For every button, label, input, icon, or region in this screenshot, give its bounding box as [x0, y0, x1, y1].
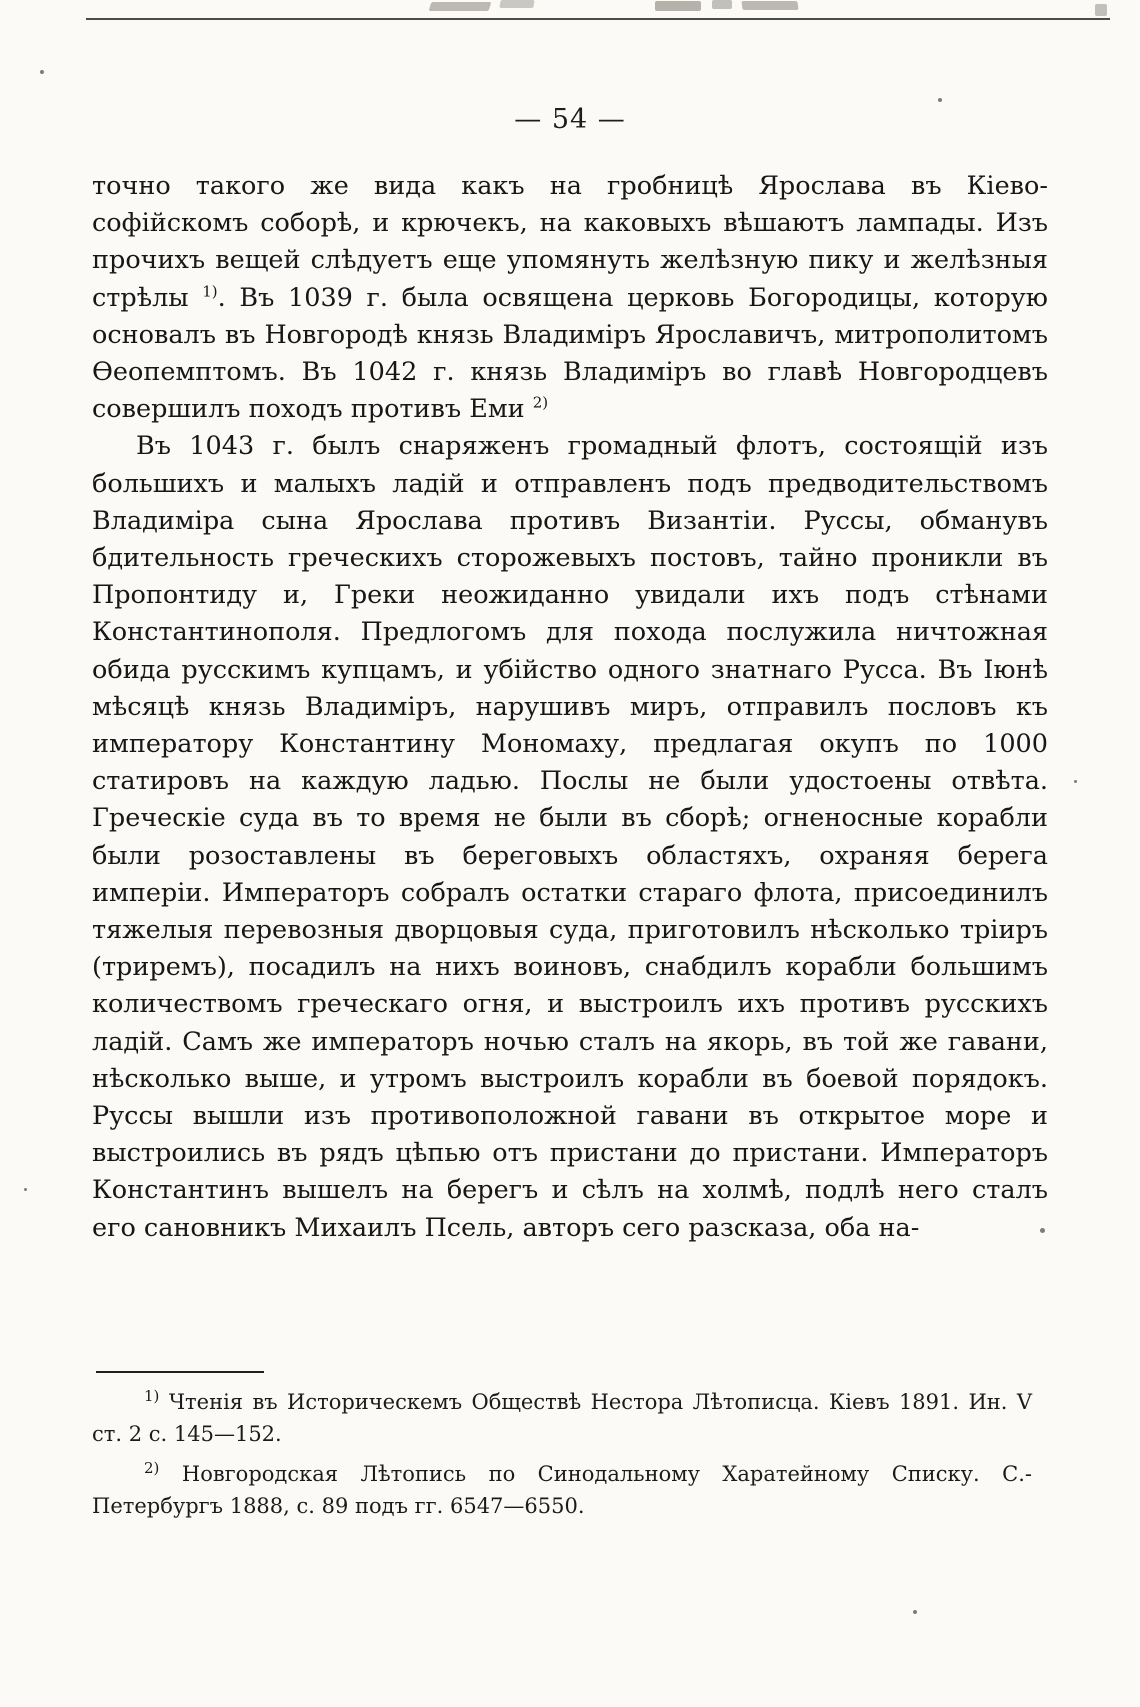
footnote-separator: [96, 1371, 264, 1373]
scan-artifacts-top: [0, 0, 1140, 26]
body-text: [92, 168, 1048, 1247]
footnote-1-marker: 1): [144, 1387, 160, 1405]
scan-speck: [913, 1610, 917, 1614]
paragraph-1: [92, 168, 1048, 428]
page-top-rule: [86, 18, 1110, 20]
footnote-2: [92, 1458, 1032, 1522]
footnotes-section: [92, 1386, 1032, 1530]
footnote-2-marker: 2): [144, 1459, 160, 1477]
scan-speck: [24, 1188, 27, 1191]
footnote-1-text: Чтенія въ Историческемъ Обществѣ Нестора Лѣтописца. Кіевъ 1891. Ин. V ст. 2 с. 145—152.: [92, 1390, 1033, 1446]
footnote-ref-2[interactable]: 2): [532, 393, 549, 412]
paragraph-1-text-before: точно такого же вида какъ на гробницѣ Ярослава въ Кіево-софійскомъ соборѣ, и крючекъ, на каковыхъ вѣшаютъ лампады. Изъ прочихъ вещей слѣдуетъ еще упомянуть желѣзную пику и желѣзныя стрѣлы: [92, 171, 1048, 313]
paragraph-1-text-after: . Въ 1039 г. была освящена церковь Богородицы, которую основалъ въ Новгородѣ князь Владиміръ Ярославичъ, митрополитомъ Ѳеопемптомъ. Въ 1042 г. князь Владиміръ во главѣ Новгородцевъ совершилъ походъ противъ Еми: [92, 282, 1048, 425]
scan-speck: [40, 70, 44, 74]
footnote-2-text: Новгородская Лѣтопись по Синодальному Харатейному Списку. С.-Петербургъ 1888, с. 89 подъ гг. 6547—6550.: [92, 1462, 1032, 1518]
footnote-1: [92, 1386, 1032, 1450]
paragraph-2: Въ 1043 г. былъ снаряженъ громадный флотъ, состоящій изъ большихъ и малыхъ ладій и отправленъ подъ предводительствомъ Владиміра сына Ярослава противъ Византіи. Руссы, обманувъ бдительность греческихъ сторожевыхъ постовъ, тайно проникли въ Пропонтиду и, Греки неожиданно увидали ихъ подъ стѣнами Константинополя. Предлогомъ для похода послужила ничтожная обида русскимъ купцамъ, и убійство одного знатнаго Русса. Въ Іюнѣ мѣсяцѣ князь Владиміръ, нарушивъ миръ, отправилъ пословъ къ императору Константину Мономаху, предлагая окупъ по 1000 статировъ на каждую ладью. Послы не были удостоены отвѣта. Греческіе суда въ то время не были въ сборѣ; огненосные корабли были розоставлены въ береговыхъ областяхъ, охраняя берега имперіи. Императоръ собралъ остатки стараго флота, присоединилъ тяжелыя перевозныя дворцовыя суда, приготовилъ нѣсколько тріиръ (триремъ), посадилъ на нихъ воиновъ, снабдилъ корабли большимъ количествомъ греческаго огня, и выстроилъ ихъ противъ русскихъ ладій. Самъ же императоръ ночью сталъ на якорь, въ той же гавани, нѣсколько выше, и утромъ выстроилъ корабли въ боевой порядокъ. Руссы вышли изъ противоположной гавани въ открытое море и выстроились въ рядъ цѣпью отъ пристани до пристани. Императоръ Константинъ вышелъ на берегъ и сѣлъ на холмѣ, подлѣ него сталъ его сановникъ Михаилъ Псель, авторъ сего разсказа, оба на-: [92, 431, 1048, 1243]
page-number: — 54 —: [514, 104, 626, 135]
footnote-ref-1[interactable]: 1): [202, 282, 218, 301]
scan-speck: [1074, 780, 1077, 783]
scan-speck: [938, 98, 942, 102]
